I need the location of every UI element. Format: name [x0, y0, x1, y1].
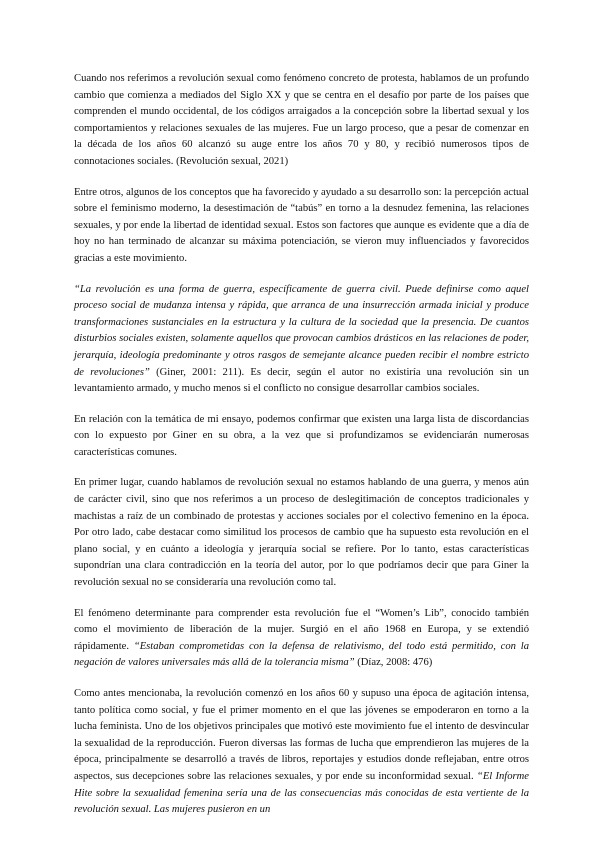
paragraph-sixties [74, 686, 529, 819]
paragraph-text: En relación con la temática de mi ensayo, podemos confirmar que existen una larga lista de discordancias con lo expuesto por Giner en su obra, a la vez que si profundizamos se evidenciarán numerosas características comunes. [74, 413, 529, 458]
paragraph-first-point [74, 475, 529, 591]
paragraph-intro [74, 71, 529, 171]
paragraph-womens-lib [74, 606, 529, 672]
paragraph-text: El fenómeno determinante para comprender esta revolución fue el “Women’s Lib”, conocido también como el movimiento de liberación de la mujer. Surgió en el año 1968 en Europa, y se extendió rápidamente. [74, 607, 529, 652]
citation-text: (Díaz, 2008: 476) [354, 657, 433, 669]
paragraph-giner-quote [74, 282, 529, 398]
quote-text: “La revolución es una forma de guerra, específicamente de guerra civil. Puede definirse como aquel proceso social de mudanza intensa y rápida, que arranca de una insurrección armada inicial y produce transformaciones sustanciales en la estructura y la cultura de la sociedad que la presencia. De cuantos disturbios sociales existen, solamente aquellos que provocan cambios drásticos en las relaciones de poder, jerarquía, ideología predominante y otros rasgos de semejante alcance pueden recibir el nombre estricto de revoluciones” [74, 283, 529, 378]
paragraph-text: Cuando nos referimos a revolución sexual como fenómeno concreto de protesta, hablamos de un profundo cambio que comienza a mediados del Siglo XX y que se centra en el desafío por parte de los países que comprenden el mundo occidental, de los códigos arraigados a la concepción sobre la libertad sexual y los comportamientos y relaciones sexuales de las mujeres. Fue un largo proceso, que a pesar de comenzar en la década de los años 60 alcanzó su auge entre los años 70 y 80, y recibió numerosos tipos de connotaciones sociales. (Revolución sexual, 2021) [74, 73, 529, 167]
quote-text: “El Informe Hite sobre la sexualidad femenina sería una de las consecuencias más conocidas de esta vertiente de la revolución sexual. Las mujeres pusieron en un [74, 770, 529, 816]
paragraph-essay-relation [74, 412, 529, 462]
paragraph-text: (Giner, 2001: 211). Es decir, según el autor no existiría una revolución sin un levantamiento armado, y mucho menos si el conflicto no consigue desarrollar cambios sociales. [74, 366, 529, 395]
paragraph-text: En primer lugar, cuando hablamos de revolución sexual no estamos hablando de una guerra, y menos aún de carácter civil, sino que nos referimos a un proceso de deslegitimación de conceptos tradicionales y machistas a raíz de un combinado de protestas y acciones sociales por el colectivo femenino en la época. Por otro lado, cabe destacar como similitud los procesos de cambio que ha supuesto esta revolución en el plano social, y en cuánto a ideología y jerarquía social se refiere. Por lo tanto, estas características supondrían una clara contradicción en la teoría del autor, por lo que podríamos decir que para Giner la revolución sexual no se consideraría una revolución como tal. [74, 477, 529, 589]
paragraph-concepts [74, 185, 529, 268]
paragraph-text: Entre otros, algunos de los conceptos que ha favorecido y ayudado a su desarrollo son: la percepción actual sobre el feminismo moderno, la desestimación de “tabús” en torno a la desnudez femenina, las relaciones sexuales, y por ende la libertad de identidad sexual. Estos son factores que aunque es evidente que a día de hoy no han terminado de alcanzar su máxima potenciación, se vieron muy influenciados y favorecidos gracias a este movimiento. [74, 186, 529, 264]
paragraph-text: Como antes mencionaba, la revolución comenzó en los años 60 y supuso una época de agitación intensa, tanto política como social, y fue el primer momento en el que las jóvenes se empoderaron en torno a la lucha feminista. Uno de los objetivos principales que motivó este movimiento fue el intento de desvincular la sexualidad de la reproducción. Fueron diversas las formas de lucha que emprendieron las mujeres de la época, principalmente se desarrolló a través de libros, reportajes y estudios donde reflejaban, entre otros aspectos, sus decepciones sobre las relaciones sexuales, y por ende su inconformidad sexual. [74, 688, 529, 782]
quote-text: “Estaban comprometidas con la defensa de relativismo, del todo está permitido, con la negación de valores universales más allá de la tolerancia misma” [74, 640, 529, 669]
